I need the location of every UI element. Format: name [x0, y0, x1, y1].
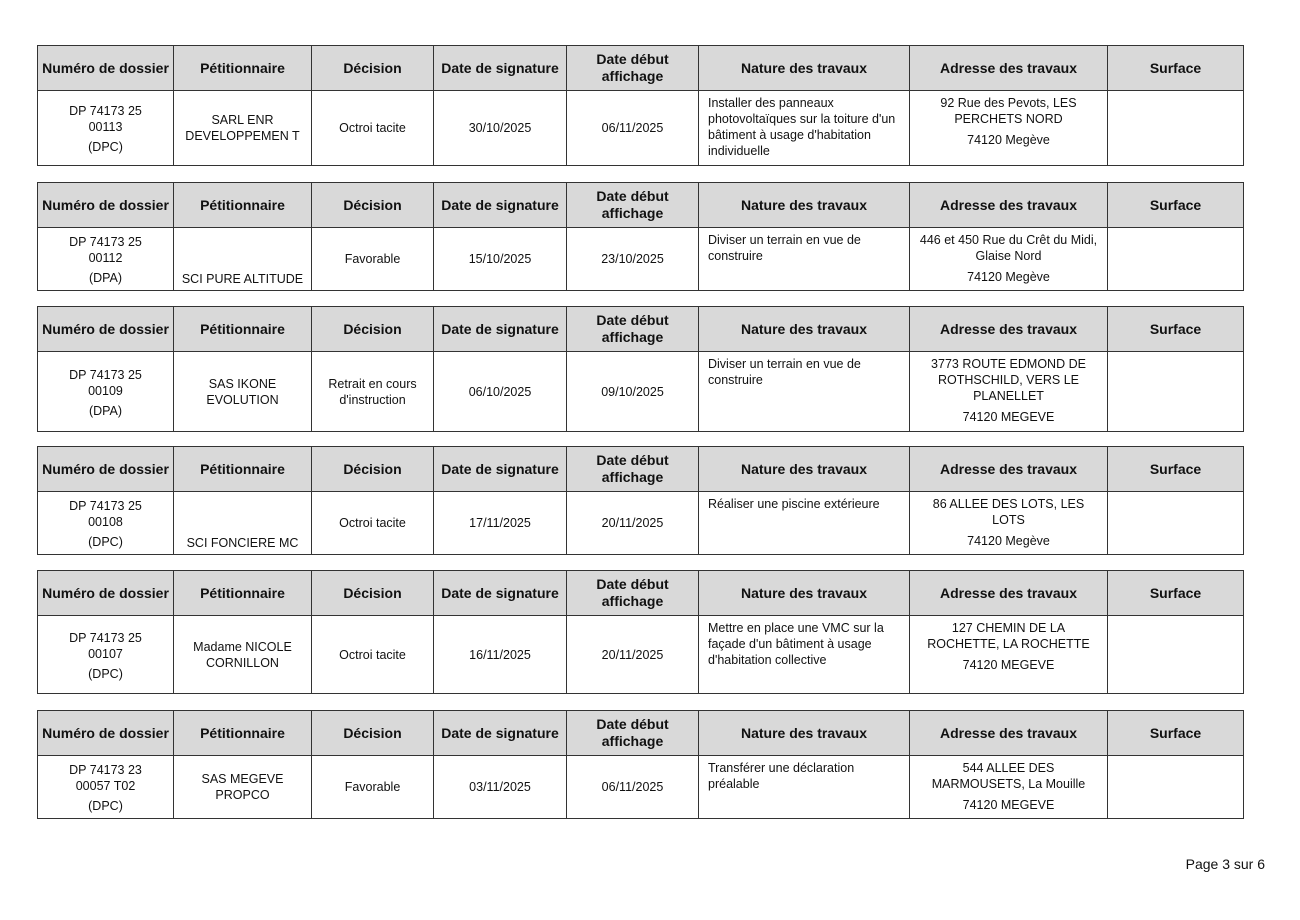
cell-adresse [910, 492, 1108, 555]
numero-line1: DP 74173 25 [69, 104, 142, 118]
dossier-type: (DPA) [88, 271, 123, 285]
cell-date-affichage: 23/10/2025 [567, 228, 699, 291]
header-adresse: Adresse des travaux [910, 307, 1108, 352]
header-petitionnaire: Pétitionnaire [174, 46, 312, 91]
numero-line1: DP 74173 25 [69, 630, 142, 645]
header-numero: Numéro de dossier [38, 46, 174, 91]
cell-date-affichage: 09/10/2025 [567, 352, 699, 432]
cell-numero [38, 228, 174, 291]
cell-petitionnaire: SCI PURE ALTITUDE [174, 228, 312, 291]
cell-adresse [910, 756, 1108, 819]
header-numero: Numéro de dossier [38, 711, 174, 756]
cell-nature: Réaliser une piscine extérieure [699, 492, 910, 555]
cell-date-affichage: 06/11/2025 [567, 91, 699, 166]
header-numero: Numéro de dossier [38, 307, 174, 352]
adresse-ville: 74120 Megève [967, 133, 1050, 147]
header-date-affichage: Date début affichage [567, 447, 699, 492]
numero-line1: DP 74173 23 [69, 763, 142, 777]
adresse-ville: 74120 MEGEVE [962, 410, 1055, 424]
table-row [38, 616, 1244, 694]
table-header-row [38, 447, 1244, 492]
header-adresse: Adresse des travaux [910, 711, 1108, 756]
adresse-rue: 3773 ROUTE EDMOND DE ROTHSCHILD, VERS LE PLANELLET [931, 357, 1086, 403]
cell-petitionnaire: SARL ENR DEVELOPPEMEN T [174, 91, 312, 166]
dossier-type: (DPC) [88, 799, 123, 813]
numero-line2: 00107 [88, 646, 123, 661]
cell-surface [1108, 91, 1244, 166]
cell-nature: Mettre en place une VMC sur la façade d'un bâtiment à usage d'habitation collective [699, 616, 910, 694]
header-decision: Décision [312, 711, 434, 756]
permit-record-table [37, 45, 1244, 166]
adresse-ville: 74120 Megève [967, 534, 1050, 548]
adresse-rue: 544 ALLEE DES MARMOUSETS, La Mouille [931, 761, 1086, 791]
dossier-type: (DPC) [88, 666, 123, 681]
header-surface: Surface [1108, 307, 1244, 352]
cell-date-signature: 15/10/2025 [434, 228, 567, 291]
dossier-type: (DPC) [88, 140, 123, 154]
cell-nature: Diviser un terrain en vue de construire [699, 352, 910, 432]
dossier-type: (DPA) [88, 403, 123, 418]
cell-adresse [910, 616, 1108, 694]
cell-date-affichage: 20/11/2025 [567, 492, 699, 555]
numero-line2: 00108 [88, 515, 123, 529]
header-numero: Numéro de dossier [38, 447, 174, 492]
permit-record-table [37, 182, 1244, 291]
table-row [38, 756, 1244, 819]
header-date-signature: Date de signature [434, 711, 567, 756]
adresse-rue: 446 et 450 Rue du Crêt du Midi, Glaise Nord [919, 233, 1098, 263]
cell-numero [38, 352, 174, 432]
cell-decision: Favorable [312, 756, 434, 819]
cell-petitionnaire: Madame NICOLE CORNILLON [174, 616, 312, 694]
dossier-type: (DPC) [88, 535, 123, 549]
cell-decision: Retrait en cours d'instruction [312, 352, 434, 432]
cell-surface [1108, 756, 1244, 819]
header-adresse: Adresse des travaux [910, 183, 1108, 228]
header-date-signature: Date de signature [434, 571, 567, 616]
header-numero: Numéro de dossier [38, 571, 174, 616]
numero-line1: DP 74173 25 [69, 235, 142, 249]
header-petitionnaire: Pétitionnaire [174, 571, 312, 616]
header-nature: Nature des travaux [699, 183, 910, 228]
header-decision: Décision [312, 46, 434, 91]
cell-nature: Installer des panneaux photovoltaïques sur la toiture d'un bâtiment à usage d'habitation individuelle [699, 91, 910, 166]
numero-line2: 00109 [88, 383, 123, 398]
header-adresse: Adresse des travaux [910, 46, 1108, 91]
table-header-row [38, 571, 1244, 616]
header-petitionnaire: Pétitionnaire [174, 447, 312, 492]
header-surface: Surface [1108, 711, 1244, 756]
cell-nature: Transférer une déclaration préalable [699, 756, 910, 819]
cell-numero [38, 616, 174, 694]
table-header-row [38, 183, 1244, 228]
table-header-row [38, 711, 1244, 756]
header-date-signature: Date de signature [434, 183, 567, 228]
header-decision: Décision [312, 183, 434, 228]
header-date-signature: Date de signature [434, 447, 567, 492]
permit-record-table [37, 446, 1244, 555]
cell-adresse [910, 91, 1108, 166]
cell-numero [38, 492, 174, 555]
header-adresse: Adresse des travaux [910, 571, 1108, 616]
cell-numero [38, 756, 174, 819]
header-surface: Surface [1108, 46, 1244, 91]
adresse-ville: 74120 MEGEVE [962, 658, 1055, 672]
numero-line2: 00112 [88, 251, 123, 265]
table-header-row [38, 46, 1244, 91]
cell-date-signature: 03/11/2025 [434, 756, 567, 819]
cell-date-affichage: 06/11/2025 [567, 756, 699, 819]
header-date-affichage: Date début affichage [567, 711, 699, 756]
cell-date-signature: 17/11/2025 [434, 492, 567, 555]
table-row [38, 91, 1244, 166]
header-petitionnaire: Pétitionnaire [174, 711, 312, 756]
adresse-rue: 127 CHEMIN DE LA ROCHETTE, LA ROCHETTE [927, 621, 1090, 651]
header-nature: Nature des travaux [699, 447, 910, 492]
cell-decision: Octroi tacite [312, 492, 434, 555]
cell-surface [1108, 492, 1244, 555]
header-surface: Surface [1108, 183, 1244, 228]
header-adresse: Adresse des travaux [910, 447, 1108, 492]
cell-petitionnaire: SCI FONCIERE MC [174, 492, 312, 555]
header-date-affichage: Date début affichage [567, 307, 699, 352]
adresse-rue: 92 Rue des Pevots, LES PERCHETS NORD [940, 96, 1077, 126]
cell-adresse [910, 352, 1108, 432]
cell-surface [1108, 228, 1244, 291]
cell-adresse [910, 228, 1108, 291]
permit-record-table [37, 306, 1244, 432]
numero-line2: 00057 T02 [75, 779, 136, 793]
cell-date-signature: 16/11/2025 [434, 616, 567, 694]
header-date-affichage: Date début affichage [567, 46, 699, 91]
adresse-ville: 74120 Megève [967, 270, 1050, 284]
permit-record-table [37, 710, 1244, 819]
header-nature: Nature des travaux [699, 711, 910, 756]
cell-date-signature: 30/10/2025 [434, 91, 567, 166]
header-decision: Décision [312, 571, 434, 616]
header-petitionnaire: Pétitionnaire [174, 307, 312, 352]
cell-numero [38, 91, 174, 166]
header-date-affichage: Date début affichage [567, 183, 699, 228]
adresse-ville: 74120 MEGEVE [962, 798, 1055, 812]
table-header-row [38, 307, 1244, 352]
header-petitionnaire: Pétitionnaire [174, 183, 312, 228]
numero-line1: DP 74173 25 [69, 367, 142, 382]
cell-decision: Favorable [312, 228, 434, 291]
cell-surface [1108, 352, 1244, 432]
permit-record-table [37, 570, 1244, 694]
header-date-signature: Date de signature [434, 46, 567, 91]
header-numero: Numéro de dossier [38, 183, 174, 228]
header-surface: Surface [1108, 447, 1244, 492]
header-date-affichage: Date début affichage [567, 571, 699, 616]
numero-line1: DP 74173 25 [69, 499, 142, 513]
cell-decision: Octroi tacite [312, 616, 434, 694]
cell-petitionnaire: SAS IKONE EVOLUTION [174, 352, 312, 432]
table-row [38, 352, 1244, 432]
cell-date-affichage: 20/11/2025 [567, 616, 699, 694]
cell-nature: Diviser un terrain en vue de construire [699, 228, 910, 291]
table-row [38, 228, 1244, 291]
header-nature: Nature des travaux [699, 46, 910, 91]
header-nature: Nature des travaux [699, 307, 910, 352]
cell-petitionnaire: SAS MEGEVE PROPCO [174, 756, 312, 819]
page-number: Page 3 sur 6 [1185, 856, 1265, 872]
numero-line2: 00113 [88, 120, 123, 134]
header-nature: Nature des travaux [699, 571, 910, 616]
cell-decision: Octroi tacite [312, 91, 434, 166]
header-date-signature: Date de signature [434, 307, 567, 352]
header-surface: Surface [1108, 571, 1244, 616]
cell-surface [1108, 616, 1244, 694]
header-decision: Décision [312, 447, 434, 492]
cell-date-signature: 06/10/2025 [434, 352, 567, 432]
adresse-rue: 86 ALLEE DES LOTS, LES LOTS [932, 497, 1085, 527]
header-decision: Décision [312, 307, 434, 352]
table-row [38, 492, 1244, 555]
